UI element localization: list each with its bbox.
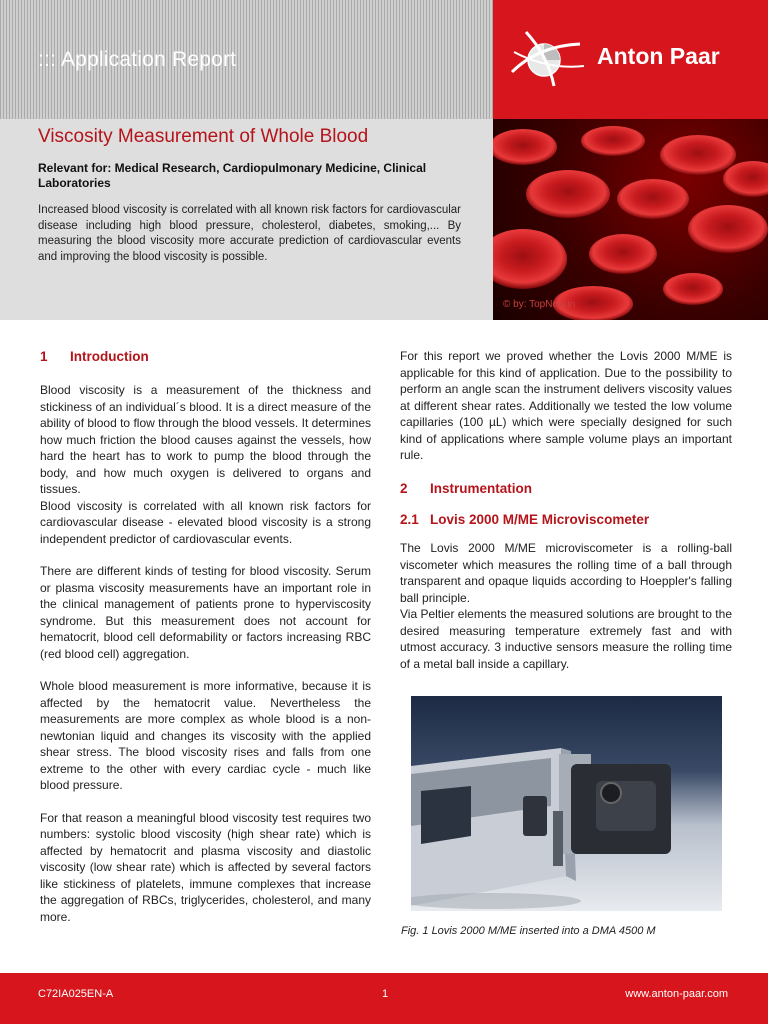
section-title: Lovis 2000 M/ME Microviscometer (430, 512, 650, 527)
photo-credit: © by: TopNew.in (503, 299, 576, 310)
anton-paar-logo-icon (508, 26, 586, 88)
paragraph: For this report we proved whether the Lovis 2000 M/ME is applicable for this kind of application. Due to the possibility to perform an angle scan the instrument delivers viscosity values at different shear rates. Additionally we tested the low volume capillaries (100 µL) which were specially designed for such kind of applications where sample volume plays an important rule. (400, 349, 732, 462)
section-title: Introduction (70, 349, 149, 364)
lovis-instrument-illustration (411, 696, 722, 911)
figure-caption: Fig. 1 Lovis 2000 M/ME inserted into a DMA 4500 M (401, 925, 656, 937)
document-title: Viscosity Measurement of Whole Blood (38, 126, 369, 147)
paragraph: Via Peltier elements the measured solutions are brought to the desired measuring temperature extremely fast and with utmost accuracy. 3 inductive sensors measure the rolling time of a metal ball inside a capillary. (400, 607, 732, 671)
brand-header (493, 0, 768, 119)
section-heading-introduction (40, 349, 149, 364)
paragraph: Blood viscosity is a measurement of the thickness and stickiness of an individual´s blood. It is a direct measure of the ability of blood to flow through the blood vessels. It determines how much friction the blood causes against the vessels, how hard the heart has to work to pump the blood through the body, and how much oxygen is delivered to organs and tissues. (40, 383, 371, 496)
section-title: Instrumentation (430, 481, 533, 496)
right-column-intro (400, 348, 732, 480)
section-heading-instrumentation (400, 481, 532, 496)
section-number: 2.1 (400, 512, 419, 527)
brand-name: Anton Paar (597, 43, 720, 69)
instrument-photo (411, 696, 722, 911)
relevant-for: Relevant for: Medical Research, Cardiopulmonary Medicine, Clinical Laboratories (38, 161, 427, 190)
abstract-text: Increased blood viscosity is correlated with all known risk factors for cardiovascular disease including high blood pressure, cholesterol, diabetes, smoking,... By measuring the blood viscosity more accurate prediction of cardiovascular events and improving the blood viscosity is possible. (38, 204, 461, 263)
red-blood-cells-illustration (493, 119, 768, 320)
report-label: ::: Application Report (38, 48, 237, 71)
paragraph: Whole blood measurement is more informative, because it is affected by the hematocrit value. Nevertheless the measurements are more complex as whole blood is a non-newtonian liquid and changes its viscosity with the applied shear stress. The blood viscosity rises and falls from one extreme to the other with every cardiac cycle - much like blood pressure. (40, 679, 371, 792)
paragraph: There are different kinds of testing for blood viscosity. Serum or plasma viscosity measurements have an important role in the clinical management of patients prone to hyperviscosity syndrome. But this measurement does not account for hematocrit, blood cell deformability or factors increasing RBC (red blood cell) aggregation. (40, 564, 371, 661)
right-column-body (400, 540, 732, 688)
page-number: 1 (382, 988, 389, 1000)
subsection-heading-lovis (400, 512, 649, 527)
blood-cells-image (493, 119, 768, 320)
paragraph: The Lovis 2000 M/ME microviscometer is a rolling-ball viscometer which measures the rolling time of a ball through transparent and opaque liquids according to Hoeppler's falling ball principle. (400, 541, 732, 605)
document-code: C72IA025EN-A (38, 988, 114, 1000)
website-link[interactable]: www.anton-paar.com (625, 988, 728, 1000)
left-column (40, 382, 371, 941)
paragraph: Blood viscosity is correlated with all known risk factors for cardiovascular disease - elevated blood viscosity is a strong independent predictor of cardiovascular events. (40, 498, 371, 546)
paragraph: For that reason a meaningful blood viscosity test requires two numbers: systolic blood viscosity (high shear rate) which is affected by hematocrit and plasma viscosity and diastolic viscosity (low shear rate) which is affected by several factors like stickiness of platelets, immune complexes that increase the aggregation of RBCs, triglycerides, cholesterol, and many more. (40, 810, 371, 924)
section-number: 1 (40, 349, 48, 364)
footer-bar (0, 973, 768, 1024)
section-number: 2 (400, 481, 408, 496)
header-banner (0, 0, 493, 119)
